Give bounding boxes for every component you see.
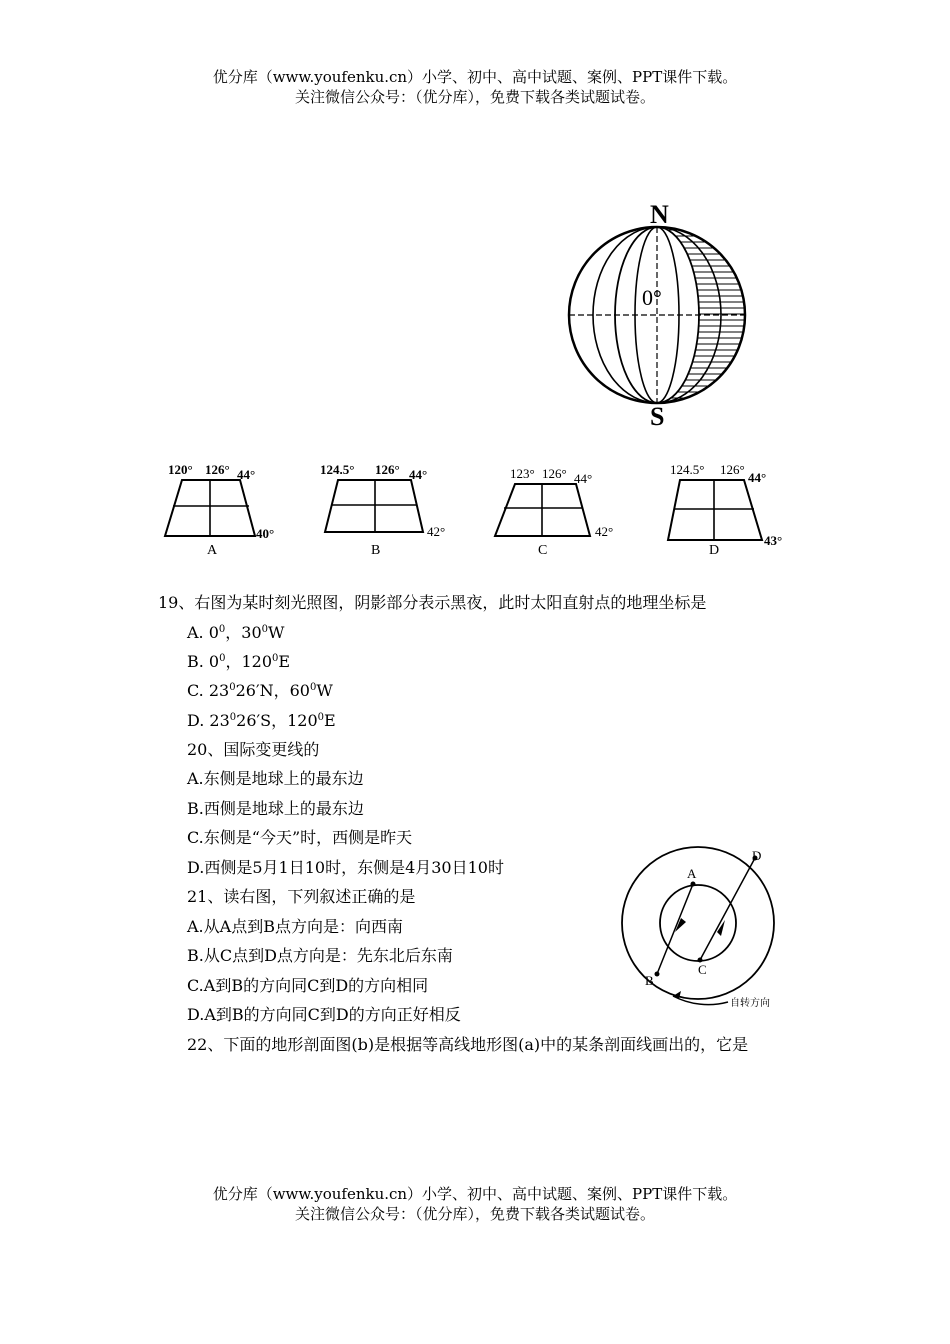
map-b-letter: B — [371, 543, 381, 558]
polar-label-c: C — [698, 962, 707, 977]
polar-rotation-diagram — [615, 840, 790, 1015]
q19-option-d: D. $23^026'S$，$120^0E$ — [187, 711, 336, 730]
map-d-lon-left: 124.5° — [670, 462, 705, 477]
q20-option-b: B.西侧是地球上的最东边 — [187, 799, 364, 818]
map-c-lon-left: 123° — [510, 466, 535, 481]
q21-stem: 21、读右图，下列叙述正确的是 — [187, 887, 416, 906]
map-d-lat-top: 44° — [748, 470, 767, 485]
map-option-d — [662, 458, 802, 563]
polar-label-b: B — [645, 973, 654, 988]
map-a-lat-top: 44° — [237, 467, 256, 482]
q21-option-a: A.从A点到B点方向是：向西南 — [187, 917, 403, 936]
q19-stem: 19、右图为某时刻光照图，阴影部分表示黑夜，此时太阳直射点的地理坐标是 — [158, 593, 707, 612]
header-line-1: 优分库（www.youfenku.cn）小学、初中、高中试题、案例、PPT课件下载。 — [212, 68, 738, 86]
map-a-letter: A — [207, 543, 218, 558]
map-d-lon-right: 126° — [720, 462, 745, 477]
map-option-a — [160, 458, 290, 563]
map-c-lat-top: 44° — [574, 471, 593, 486]
map-a-lat-bottom: 40° — [256, 526, 275, 541]
q21-option-d: D.A到B的方向同C到D的方向正好相反 — [187, 1005, 461, 1024]
map-b-lon-left: 124.5° — [320, 462, 355, 477]
map-b-lat-bottom: 42° — [427, 524, 446, 539]
map-d-letter: D — [709, 543, 720, 558]
map-d-lat-bottom: 43° — [764, 533, 783, 548]
globe-center-label: 0° — [642, 285, 662, 310]
q19-option-b: B. $0^0$，$120^0E$ — [187, 652, 291, 671]
map-b-lat-top: 44° — [409, 467, 428, 482]
polar-rotation-label: 自转方向 — [730, 998, 770, 1009]
polar-label-d: D — [752, 848, 762, 863]
globe-south-label: S — [650, 402, 665, 431]
q20-option-a: A.东侧是地球上的最东边 — [187, 769, 364, 788]
map-option-b — [315, 458, 455, 563]
map-b-lon-right: 126° — [375, 462, 400, 477]
globe-north-label: N — [650, 200, 669, 229]
map-c-letter: C — [538, 543, 548, 558]
map-a-lon-left: 120° — [168, 462, 193, 477]
map-a-lon-right: 126° — [205, 462, 230, 477]
map-c-lat-bottom: 42° — [595, 524, 614, 539]
q20-option-d: D.西侧是5月1日10时，东侧是4月30日10时 — [187, 858, 504, 877]
footer-line-1: 优分库（www.youfenku.cn）小学、初中、高中试题、案例、PPT课件下载。 — [212, 1185, 738, 1203]
q21-option-b: B.从C点到D点方向是：先东北后东南 — [187, 946, 453, 965]
q21-option-c: C.A到B的方向同C到D的方向相同 — [187, 976, 429, 995]
header-line-2: 关注微信公众号：（优分库），免费下载各类试题试卷。 — [294, 88, 655, 106]
footer-line-2: 关注微信公众号：（优分库），免费下载各类试题试卷。 — [294, 1205, 655, 1223]
globe-illumination-diagram — [560, 200, 760, 430]
q22-stem: 22、下面的地形剖面图(b)是根据等高线地形图(a)中的某条剖面线画出的，它是 — [187, 1035, 749, 1054]
map-c-lon-right: 126° — [542, 466, 567, 481]
q19-option-a: A. $0^0$，$30^0W$ — [187, 623, 285, 642]
q19-option-c: C. $23^026'N$，$60^0W$ — [187, 681, 333, 700]
map-option-c — [490, 458, 630, 563]
polar-label-a: A — [687, 866, 697, 881]
q20-option-c: C.东侧是“今天”时，西侧是昨天 — [187, 828, 413, 847]
q20-stem: 20、国际变更线的 — [187, 740, 320, 759]
